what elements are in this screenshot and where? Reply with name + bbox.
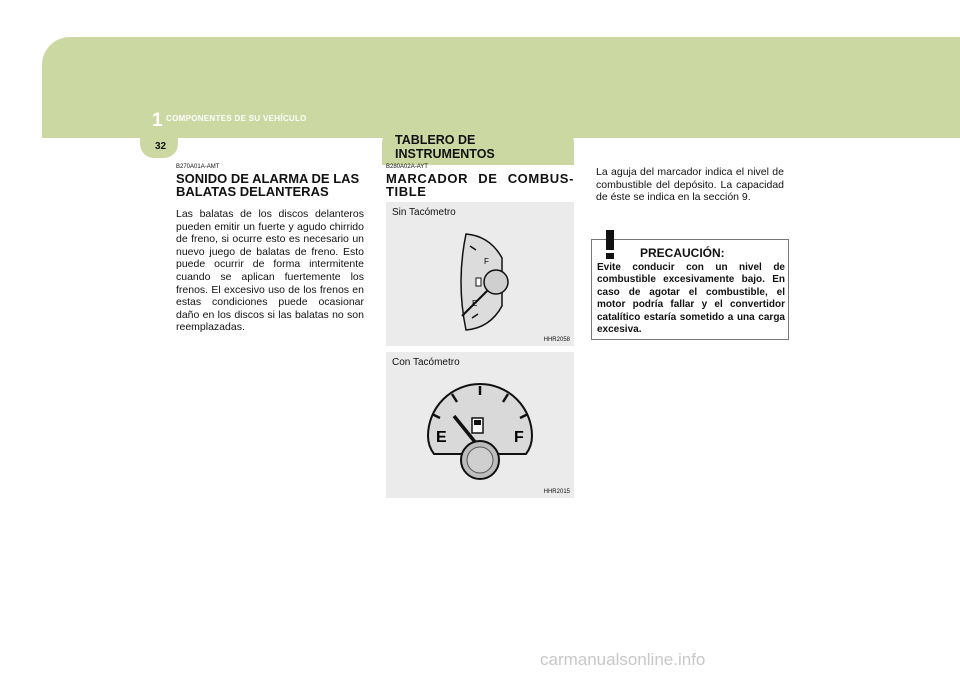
fuel-gauge-large-icon	[418, 380, 542, 480]
gauge-empty-label: E	[436, 429, 447, 446]
right-body-text: La aguja del marcador indica el nivel de combustible del depósito. La capacidad de éste se indica en la sección 9.	[596, 166, 784, 204]
fuel-gauge-figure-no-tach	[386, 202, 574, 346]
gauge-full-label: F	[514, 429, 524, 446]
figure-code: HHR2058	[543, 337, 570, 343]
gauge-full-label: F	[484, 257, 489, 266]
fuel-gauge-small-icon	[446, 230, 526, 334]
chapter-number: 1	[152, 110, 163, 131]
watermark: carmanualsonline.info	[540, 650, 706, 669]
warning-exclamation-icon	[598, 230, 622, 260]
middle-section-code: B280A02A-AYT	[386, 164, 428, 170]
chapter-title: COMPONENTES DE SU VEHÍCULO	[166, 114, 307, 123]
warning-title: PRECAUCIÓN:	[640, 246, 725, 260]
left-body-text: Las balatas de los discos delanteros pueden emitir un fuerte y agudo chirrido de freno, si ocurre esto es necesario un nuevo juego de balatas de freno. Esto puede ocurrir de forma intermitente cuando se aplican fuertemente los frenos. El excesivo uso de los frenos en estas condiciones puede ocasionar daño en los discos si las balatas no son reemplazadas.	[176, 208, 364, 334]
left-section-code: B270A01A-AMT	[176, 164, 220, 170]
figure-caption: Con Tacómetro	[392, 357, 460, 368]
gauge-empty-label: E	[472, 299, 478, 308]
middle-heading: MARCADOR DE COMBUS-TIBLE	[386, 171, 574, 199]
page-number: 32	[155, 141, 167, 152]
left-heading: SONIDO DE ALARMA DE LAS BALATAS DELANTERAS	[176, 171, 360, 199]
warning-box	[591, 239, 789, 340]
fuel-gauge-figure-with-tach	[386, 352, 574, 498]
section-title: TABLERO DE INSTRUMENTOS	[395, 133, 495, 161]
warning-body: Evite conducir con un nivel de combustible excesivamente bajo. En caso de agotar el combustible, el motor podría fallar y el convertidor catalítico estaría sometido a una carga excesiva.	[597, 262, 785, 336]
figure-code: HHR2015	[543, 489, 570, 495]
figure-caption: Sin Tacómetro	[392, 207, 456, 218]
